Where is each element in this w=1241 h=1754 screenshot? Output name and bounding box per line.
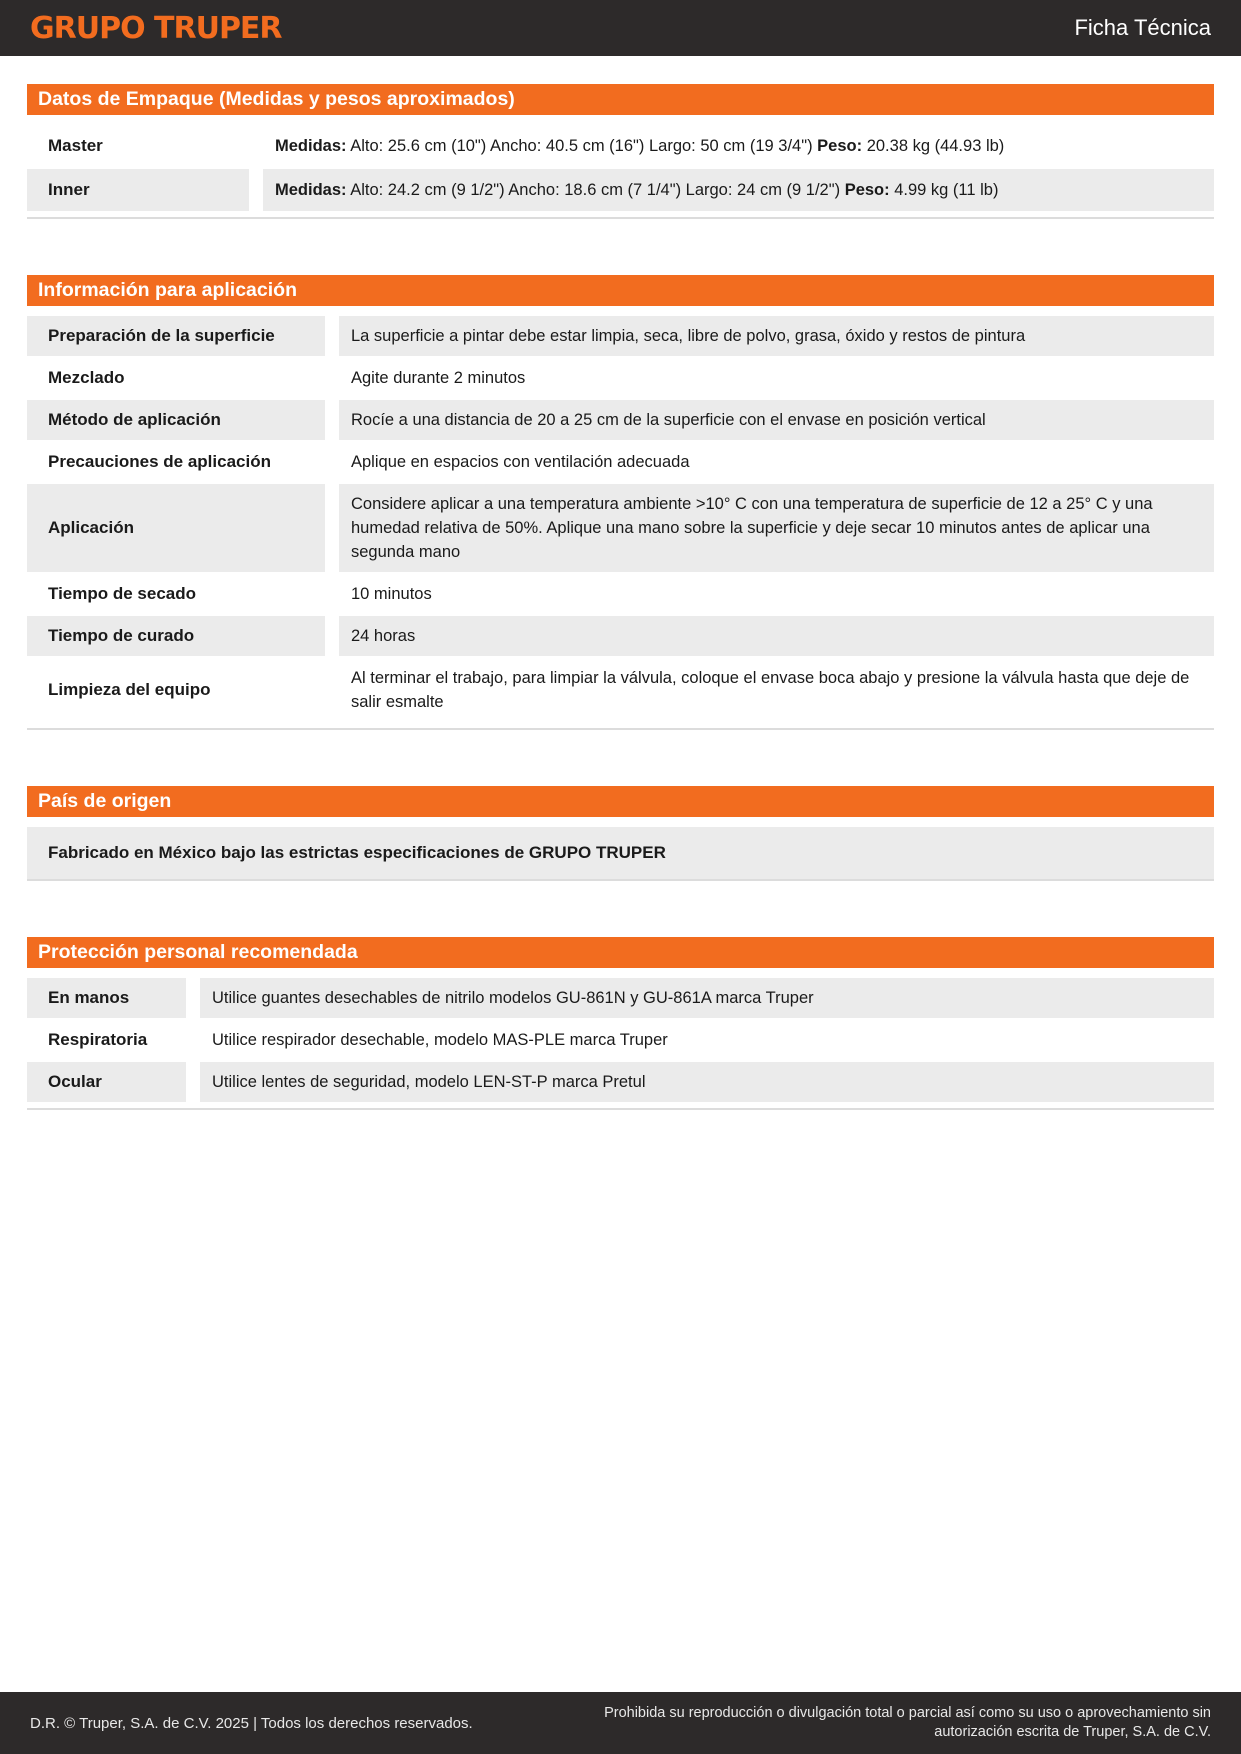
row-value: La superficie a pintar debe estar limpia, seca, libre de polvo, grasa, óxido y restos de pintura bbox=[339, 316, 1214, 356]
table-row-inner bbox=[27, 169, 1214, 211]
copyright-text: D.R. © Truper, S.A. de C.V. 2025 | Todos los derechos reservados. bbox=[30, 1714, 473, 1732]
application-table bbox=[27, 316, 1214, 730]
peso-label: Peso: bbox=[844, 181, 890, 199]
row-label: Aplicación bbox=[27, 484, 325, 572]
peso-value: 4.99 kg (11 lb) bbox=[894, 181, 999, 199]
row-value: Rocíe a una distancia de 20 a 25 cm de la superficie con el envase en posición vertical bbox=[339, 400, 1214, 440]
row-label: Inner bbox=[27, 169, 249, 211]
document-title: Ficha Técnica bbox=[1074, 15, 1211, 40]
peso-label: Peso: bbox=[817, 137, 863, 155]
row-value: 24 horas bbox=[339, 616, 1214, 656]
legal-notice-text: Prohibida su reproducción o divulgación total o parcial así como su uso o aprovechamiento sin autorización escrita de Truper, S.A. de C.V. bbox=[604, 1705, 1211, 1740]
section-packaging bbox=[27, 84, 1214, 219]
row-label: Tiempo de secado bbox=[27, 574, 325, 614]
table-row-master bbox=[27, 125, 1214, 167]
section-header-origin: País de origen bbox=[27, 786, 1214, 817]
footer-bar bbox=[0, 1692, 1241, 1754]
medidas-value: Alto: 25.6 cm (10") Ancho: 40.5 cm (16") Largo: 50 cm (19 3/4") bbox=[350, 137, 813, 155]
table-row bbox=[27, 400, 1214, 440]
row-value: Utilice guantes desechables de nitrilo modelos GU-861N y GU-861A marca Truper bbox=[200, 978, 1214, 1018]
table-row bbox=[27, 358, 1214, 398]
table-row bbox=[27, 658, 1214, 722]
table-row bbox=[27, 484, 1214, 572]
row-label: Tiempo de curado bbox=[27, 616, 325, 656]
medidas-label: Medidas: bbox=[275, 137, 347, 155]
table-row bbox=[27, 442, 1214, 482]
row-label: Preparación de la superficie bbox=[27, 316, 325, 356]
table-row bbox=[27, 1062, 1214, 1102]
origin-statement: Fabricado en México bajo las estrictas especificaciones de GRUPO TRUPER bbox=[27, 827, 1214, 881]
medidas-label: Medidas: bbox=[275, 181, 347, 199]
row-value: Utilice respirador desechable, modelo MAS-PLE marca Truper bbox=[200, 1020, 1214, 1060]
row-label: Mezclado bbox=[27, 358, 325, 398]
row-label: Respiratoria bbox=[27, 1020, 186, 1060]
table-row bbox=[27, 616, 1214, 656]
section-application bbox=[27, 275, 1214, 730]
grupo-truper-logo: GRUPO TRUPER bbox=[30, 10, 282, 46]
row-value bbox=[263, 125, 1214, 167]
row-value: Al terminar el trabajo, para limpiar la válvula, coloque el envase boca abajo y presione la válvula hasta que deje de salir esmalte bbox=[339, 658, 1214, 722]
table-row bbox=[27, 574, 1214, 614]
row-value: Utilice lentes de seguridad, modelo LEN-ST-P marca Pretul bbox=[200, 1062, 1214, 1102]
section-header-packaging: Datos de Empaque (Medidas y pesos aproximados) bbox=[27, 84, 1214, 115]
protection-table bbox=[27, 978, 1214, 1110]
row-label: Master bbox=[27, 125, 249, 167]
medidas-value: Alto: 24.2 cm (9 1/2") Ancho: 18.6 cm (7 1/4") Largo: 24 cm (9 1/2") bbox=[350, 181, 841, 199]
table-row bbox=[27, 316, 1214, 356]
row-value bbox=[263, 169, 1214, 211]
table-row bbox=[27, 1020, 1214, 1060]
row-label: Limpieza del equipo bbox=[27, 658, 325, 722]
row-label: Precauciones de aplicación bbox=[27, 442, 325, 482]
row-value: 10 minutos bbox=[339, 574, 1214, 614]
table-row bbox=[27, 978, 1214, 1018]
top-bar bbox=[0, 0, 1241, 56]
peso-value: 20.38 kg (44.93 lb) bbox=[866, 137, 1005, 155]
packaging-table bbox=[27, 125, 1214, 219]
row-label: Método de aplicación bbox=[27, 400, 325, 440]
section-origin bbox=[27, 786, 1214, 881]
row-value: Considere aplicar a una temperatura ambiente >10° C con una temperatura de superficie de 12 a 25° C y una humedad relativa de 50%. Aplique una mano sobre la superficie y deje secar 10 minutos antes de aplicar una segunda mano bbox=[339, 484, 1214, 572]
row-label: En manos bbox=[27, 978, 186, 1018]
row-value: Aplique en espacios con ventilación adecuada bbox=[339, 442, 1214, 482]
section-protection bbox=[27, 937, 1214, 1110]
section-header-protection: Protección personal recomendada bbox=[27, 937, 1214, 968]
row-label: Ocular bbox=[27, 1062, 186, 1102]
row-value: Agite durante 2 minutos bbox=[339, 358, 1214, 398]
page-content bbox=[0, 56, 1241, 1110]
section-header-application: Información para aplicación bbox=[27, 275, 1214, 306]
